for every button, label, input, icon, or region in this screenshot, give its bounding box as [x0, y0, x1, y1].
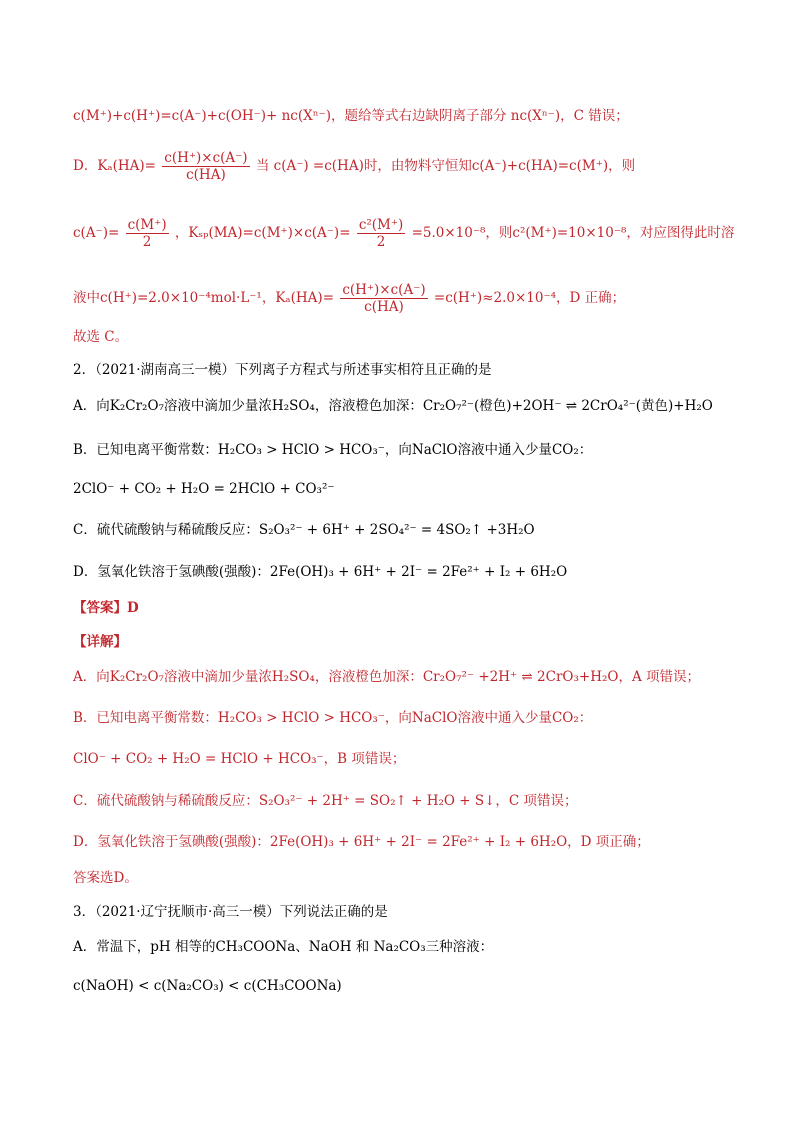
ka-result: =c(H⁺)≈2.0×10⁻⁴，D 正确； [433, 290, 626, 306]
ka-fraction [162, 150, 249, 183]
cm-squared-fraction [357, 217, 405, 250]
ksp-result: =5.0×10⁻⁸，则c²(M⁺)=10×10⁻⁸，对应图得此时溶 [411, 225, 735, 241]
cm2-numerator: c²(M⁺) [358, 217, 404, 233]
conclusion-q1: 故选 C。 [73, 329, 129, 345]
q2-explain-b: B．已知电离平衡常数：H₂CO₃ > HClO > HCO₃⁻，向NaClO溶液中通入少量CO₂： [73, 710, 593, 726]
q3-option-a: A．常温下，pH 相等的CH₃COONa、NaOH 和 Na₂CO₃三种溶液： [73, 939, 494, 955]
ka2-numerator: c(H⁺)×c(A⁻) [342, 282, 426, 298]
answer-label: 【答案】D [73, 600, 139, 616]
q2-option-b-equation: 2ClO⁻ + CO₂ + H₂O = 2HClO + CO₃²⁻ [73, 481, 335, 497]
explanation-line-d [73, 150, 754, 183]
ka-denominator: c(HA) [186, 167, 226, 183]
ksp-expression: ，Kₛₚ(MA)=c(M⁺)×c(A⁻)= [174, 225, 351, 241]
explanation-line-ksp [73, 217, 754, 250]
ca-prefix: c(A⁻)= [73, 225, 120, 241]
cm-numerator: c(M⁺) [127, 217, 167, 233]
explanation-line-c: c(M⁺)+c(H⁺)=c(A⁻)+c(OH⁻)+ nc(Xⁿ⁻)，题给等式右边缺阴离子部分 nc(Xⁿ⁻)，C 错误； [73, 108, 629, 124]
q2-option-a: A．向K₂Cr₂O₇溶液中滴加少量浓H₂SO₄，溶液橙色加深：Cr₂O₇²⁻(橙色)+2OH⁻ ⇌ 2CrO₄²⁻(黄色)+H₂O [73, 398, 713, 414]
ka-fraction-2 [340, 282, 427, 315]
ka2-denominator: c(HA) [364, 299, 404, 315]
q2-option-d: D．氢氧化铁溶于氢碘酸(强酸)：2Fe(OH)₃ + 6H⁺ + 2I⁻ = 2Fe²⁺ + I₂ + 6H₂O [73, 564, 568, 580]
q2-option-c: C．硫代硫酸钠与稀硫酸反应：S₂O₃²⁻ + 6H⁺ + 2SO₄²⁻ = 4SO₂↑ +3H₂O [73, 522, 535, 538]
explanation-line-ka [73, 282, 754, 315]
explanation-label: 【详解】 [73, 634, 127, 650]
q2-explain-a: A．向K₂Cr₂O₇溶液中滴加少量浓H₂SO₄，溶液橙色加深：Cr₂O₇²⁻ +2H⁺ ⇌ 2CrO₃+H₂O，A 项错误； [73, 669, 700, 685]
q2-option-b: B．已知电离平衡常数：H₂CO₃ > HClO > HCO₃⁻，向NaClO溶液中通入少量CO₂： [73, 442, 593, 458]
d-condition: 当 c(A⁻) =c(HA)时，由物料守恒知c(A⁻)+c(HA)=c(M⁺)，则 [255, 158, 636, 174]
q2-explain-d: D．氢氧化铁溶于氢碘酸(强酸)：2Fe(OH)₃ + 6H⁺ + 2I⁻ = 2Fe²⁺ + I₂ + 6H₂O，D 项正确； [73, 834, 650, 850]
cm2-denominator: 2 [376, 234, 386, 250]
q2-explain-c: C．硫代硫酸钠与稀硫酸反应：S₂O₃²⁻ + 2H⁺ = SO₂↑ + H₂O + S↓，C 项错误； [73, 793, 578, 809]
question-2-stem: 2．（2021·湖南高三一模）下列离子方程式与所述事实相符且正确的是 [73, 362, 492, 378]
q2-explain-b-equation: ClO⁻ + CO₂ + H₂O = HClO + HCO₃⁻，B 项错误； [73, 751, 406, 767]
ka-numerator: c(H⁺)×c(A⁻) [164, 150, 248, 166]
d-prefix: D．Kₐ(HA)= [73, 158, 156, 174]
ch-prefix: 液中c(H⁺)=2.0×10⁻⁴mol·L⁻¹，Kₐ(HA)= [73, 290, 335, 306]
question-3-stem: 3．（2021·辽宁抚顺市·高三一模）下列说法正确的是 [73, 904, 388, 920]
cm-denominator: 2 [142, 234, 152, 250]
cm-half-fraction [126, 217, 169, 250]
conclusion-q2: 答案选D。 [73, 870, 138, 886]
q3-option-a-inequality: c(NaOH) < c(Na₂CO₃) < c(CH₃COONa) [73, 978, 342, 994]
